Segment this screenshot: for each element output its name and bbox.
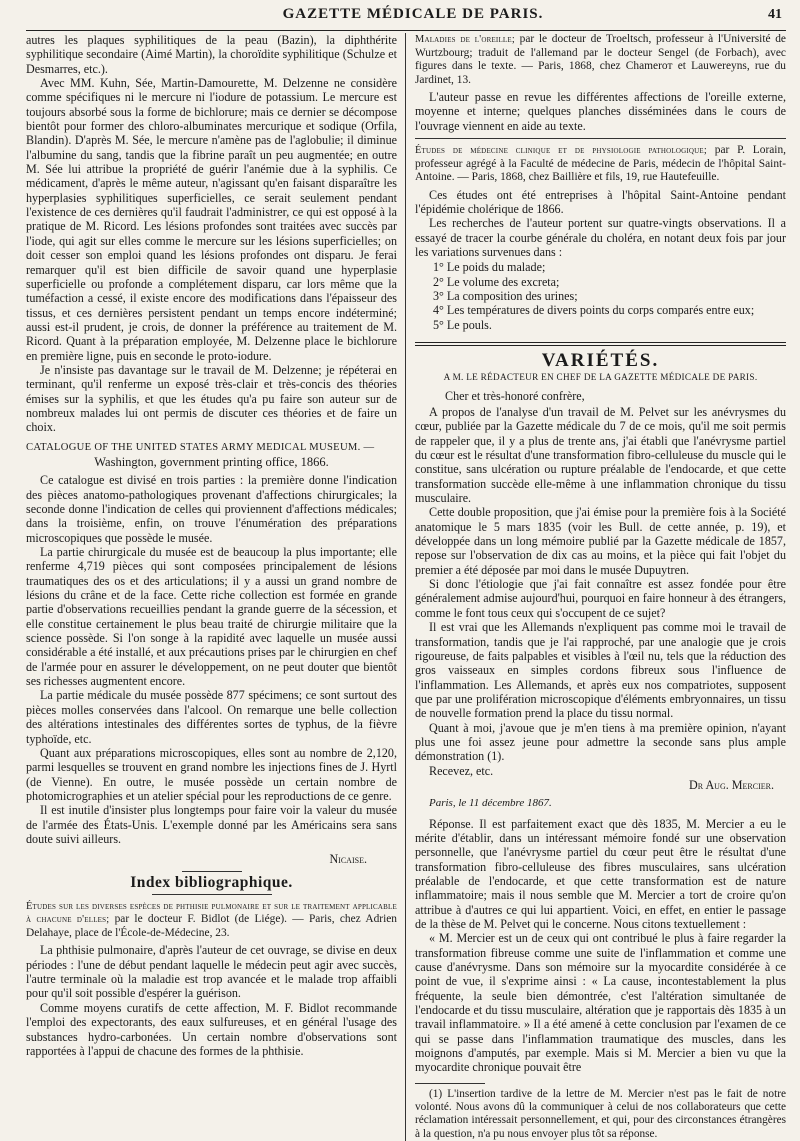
entry-details: par P. Lorain, professeur agrégé à la Faculté de médecine de Paris, médecin de l'hôpital Saint-Antoine. — Paris, 1868, chez Baillière et fils, 19, rue Hautefeuille. — [415, 144, 787, 184]
salutation: Cher et très-honoré confrère, — [445, 388, 585, 403]
entry-title: Maladies de l'oreille; — [415, 34, 515, 45]
paragraph: L'auteur passe en revue les différentes affections de l'oreille externe, moyenne et interne; quelques planches disséminées dans le cours de l'ouvrage viennent en aide au texte. — [415, 90, 786, 133]
divider — [152, 894, 272, 895]
entry-title: Études de médecine clinique et de physiologie pathologique; — [415, 145, 707, 157]
letter-address: A M. LE RÉDACTEUR EN CHEF DE LA GAZETTE MÉDICALE DE PARIS. — [443, 372, 758, 383]
two-columns — [26, 33, 786, 1141]
paragraph: Les recherches de l'auteur portent sur quatre-vingts observations. Il a essayé de tracer la courbe générale du choléra, en notant deux fois par jour les variations survenues dans : — [415, 216, 786, 259]
letter-date: Paris, le 11 décembre 1867. — [429, 797, 552, 810]
right-column — [413, 33, 786, 1141]
paragraph: Réponse. Il est parfaitement exact que dès 1835, M. Mercier a eu le mérite d'établir, dans un intéressant mémoire fondé sur une observation personnelle, que l'anévrysme partiel du cœur peut être le résultat d'une transformation fibro-celluleuse des fibres musculaires, sans ulcération préalable de l'endocarde, et que cette transformation est de nature inflammatoire; mais il nous semble que M. Mercier a tort de croire qu'on attribue à d'autres ce qui lui appartient. Voici, en effet, en entier le passage de la thèse de M. Pelvet qui le concerne. Nous citons textuellement : — [415, 816, 786, 932]
author-signature: Nicaise. — [329, 852, 367, 867]
section-rule — [415, 342, 786, 346]
footnote-rule — [415, 1083, 485, 1084]
paragraph: A propos de l'analyse d'un travail de M. Pelvet sur les anévrysmes du cœur, publiée par la Gazette médicale du 7 de ce mois, qu'il me soit permis de rappeler que, il y a plus de trente ans, j'ai établi que l'anévrysme partiel du cœur est le résultat d'une transformation fibro-celluleuse du muscle qui le constitue, sans ulcération ou rupture préalable de l'endocarde, et que cette transformation succède elle-même à une inflammation chronique du tissu musculaire. — [415, 405, 786, 506]
paragraph: Si donc l'étiologie que j'ai fait connaître est assez fondée pour être généralement admise aujourd'hui, pourquoi en faire honneur à des étrangers, comme le font tous ceux qui s'occupent de ce sujet? — [415, 577, 786, 620]
paragraph: La partie chirurgicale du musée est de beaucoup la plus importante; elle renferme 4,719 pièces qui sont composées principalement de lésions traumatiques des os et des articulations; il y a aussi un grand nombre de lésions du crâne et de la face. Cette riche collection est formée en grande partie d'observations recueillies pendant la grande guerre de la sécession, et elle constitue certainement le plus beau traité de chirurgie militaire que la science possède. Si l'on songe à la rapidité avec laquelle un musée aussi considérable a été installé, et aux précautions prises par le chirurgien en chef de l'armée pour en assurer le développement, on ne peut douter que bientôt ses richesses augmentent encore. — [26, 545, 397, 689]
bibliography-entry — [415, 144, 786, 185]
journal-title: GAZETTE MÉDICALE DE PARIS. — [282, 6, 544, 22]
divider — [415, 138, 786, 139]
variables-list — [433, 260, 786, 332]
paragraph: Avec MM. Kuhn, Sée, Martin-Damourette, M. Delzenne ne considère comme spécifiques ni le mercure ni l'iodure de potassium. Le mercure est toujours absorbé sous la forme de bichlorure; mais ce dernier se décompose bientôt pour former des chloro-albuminates mercurique et sodique (Orfila, Blandin). D'après M. Sée, le mercure n'amène pas de l'aglobulie; il diminue l'albumine du sang, tandis que la fibrine paraît un peu augmentée; en outre M. Sée lui attribue la propriété de guérir l'anémie due à la syphilis. Ce médicament, d'après le même auteur, n'agissant qu'en faisant disparaître les hyperplasies syphilitiques superficielles, ce serait seulement pendant l'existence de ces dernières qu'il faudrait l'administrer, ce qui est opposé à la pratique de M. Ricord. Les lésions profondes sont traitées avec succès par l'iode, qui agit sur elles comme le mercure sur les lésions superficielles; on doit cesser son emploi quand les lésions profondes ont disparu. Je ferai remarquer qu'il est bien difficile de savoir quand une hyperplasie superficielle ou profonde a complétement disparu, car lors même que la tuméfaction a cessé, il existe encore des modifications dans l'épaisseur des tissus, et ces dernières persistent pendant un temps encore indéterminé; aussi est-il prudent, je crois, de donner la préférence au traitement de M. Ricord. Quant à la préparation employée, M. Delzenne place le bichlorure en première ligne, puis en seconde le proto-iodure. — [26, 76, 397, 363]
paragraph: La partie médicale du musée possède 877 spécimens; ce sont surtout des pièces molles conservées dans l'alcool. On remarque une belle collection des altérations intestinales des différentes sortes de typhus, de la fièvre typhoïde, etc. — [26, 688, 397, 746]
left-column — [26, 33, 406, 1141]
list-item: 2° Le volume des excreta; — [433, 274, 560, 289]
bibliography-entry — [415, 33, 786, 87]
paragraph: Je n'insiste pas davantage sur le travail de M. Delzenne; je répéterai en terminant, qu'il renferme un exposé très-clair et très-concis des théories émises sur la syphilis, et que les études qu'a pu faire son auteur sur de nombreux malades lui ont permis de discuter ces théories et de faire un choix. — [26, 362, 397, 435]
paragraph: Quant aux préparations microscopiques, elles sont au nombre de 2,120, parmi lesquelles se trouvent en grand nombre les injections fines de J. Hyrtl (de Vienne). En outre, le musée possède un certain nombre de photomicrographies et un atelier spécial pour les reproductions de ce genre. — [26, 745, 397, 803]
catalogue-title: CATALOGUE OF THE UNITED STATES ARMY MEDICAL MUSEUM. — — [26, 441, 375, 453]
entry-details: par le docteur de Troeltsch, professeur à l'Université de Wurtzbourg; traduit de l'allemand par le docteur Sengel (de Forbach), avec figures dans le texte. — Paris, 1868, chez Chameroт et Lauwereyns, rue du Jardinet, 13. — [415, 33, 786, 86]
paragraph: Comme moyens curatifs de cette affection, M. F. Bidlot recommande l'emploi des expectorants, des eaux sulfureuses, et en général l'usage des substances hydro-carbonées. Un certain nombre d'observations sont rapportées à l'appui de chacune des formes de la phthisie. — [26, 1000, 397, 1058]
list-item: 1° Le poids du malade; — [433, 260, 546, 275]
page-number: 41 — [767, 7, 782, 22]
paragraph: Il est inutile d'insister plus longtemps pour faire voir la valeur du musée de l'armée des États-Unis. L'exemple donné par les Américains sera sans doute suivi ailleurs. — [26, 803, 397, 846]
catalogue-subtitle: Washington, government printing office, 1866. — [94, 454, 329, 469]
paragraph: Cette double proposition, que j'ai émise pour la première fois à la Société anatomique le 5 mars 1835 (voir les Bull. de cette année, p. 19), et développée dans un long mémoire publié par la Gazette médicale de 1857, repose sur l'observation de dix cas au moins, et la pièce qui fait l'objet du premier a été déposée par moi dans le musée Dupuytren. — [415, 505, 786, 577]
paragraph: Ces études ont été entreprises à l'hôpital Saint-Antoine pendant l'épidémie cholérique de 1866. — [415, 187, 786, 216]
quoted-paragraph: « M. Mercier est un de ceux qui ont contribué le plus à faire regarder la transformation fibreuse comme une suite de l'inflammation et comme une cause d'anévrysme. Dans son mémoire sur la myocardite considérée à ce point de vue, il s'exprime ainsi : « La cause, incontestablement la plus fréquente, la seule bien démontrée, c'est l'altération simultanée de l'endocarde et du tissu musculaire, altération que je rapportais dès 1835 à un travail inflammatoire. » Il a été amené à cette conclusion par l'examen de ce qui se passe dans l'inflammation traumatique des muscles, dans les moignons d'amputés, par exemple. Mais si M. Mercier a bien vu que la myocardite chronique pouvait être — [415, 931, 786, 1075]
paragraph: autres les plaques syphilitiques de la peau (Bazin), la diphthérite syphilitique secondaire (Aimé Martin), la choroïdite syphilitique (Schulze et Desmarres, etc.). — [26, 33, 397, 76]
paragraph: La phthisie pulmonaire, d'après l'auteur de cet ouvrage, se divise en deux périodes : l'une de début pendant laquelle le médecin peut agir avec succès, l'autre terminale où la maladie est trop avancée et le malade trop affaibli pour qu'il soit possible d'espérer la guérison. — [26, 943, 397, 1001]
paragraph: Il est vrai que les Allemands n'expliquent pas comme moi le travail de transformation, tandis que je l'ai rapproché, par une analogie que je crois rigoureuse, de faits palpables et visibles à l'œil nu, tels que la réduction des gros vaisseaux en simples cordons fibreux sous l'influence de l'inflammation. Les Allemands, et après eux nos compatriotes, supposent que par une prolifération microscopique d'éléments embryonnaires, un tissu de nouvelle formation prend la place du tissu normal. — [415, 620, 786, 721]
running-head — [26, 6, 786, 31]
signoff: Recevez, etc. — [429, 763, 494, 778]
letter-signer: Dr Aug. Mercier. — [689, 777, 774, 792]
list-item: 4° Les températures de divers points du corps comparés entre eux; — [433, 303, 755, 318]
list-item: 3° La composition des urines; — [433, 288, 578, 303]
entry-details: par le docteur F. Bidlot (de Liége). — Paris, chez Adrien Delahaye, place de l'École-de-Médecine, 23. — [26, 913, 397, 939]
bibliography-entry — [26, 900, 397, 941]
section-title: VARIÉTÉS. — [541, 349, 660, 371]
footnote: (1) L'insertion tardive de la lettre de M. Mercier n'est pas le fait de notre volonté. Nous avons dû la communiquer à celui de nos collaborateurs que cette réclamation intéressait personnellement, et qui, pour des circonstances étrangères à la question, n'a pu nous envoyer plus tôt sa réponse. — [415, 1087, 786, 1140]
index-heading: Index bibliographique. — [130, 873, 293, 891]
divider — [182, 871, 242, 872]
list-item: 5° Le pouls. — [433, 317, 492, 332]
paragraph: Ce catalogue est divisé en trois parties : la première donne l'indication des pièces anatomo-pathologiques provenant d'affections chirurgicales; la seconde donne l'indication de celles qui proviennent d'affections médicales; dans la troisième, enfin, on trouve l'énumération des préparations microscopiques que possède le musée. — [26, 473, 397, 545]
entry-title: Études sur les diverses espèces de phthisie pulmonaire et sur le traitement applicable à chacune d'elles; — [26, 900, 397, 926]
paragraph: Quant à moi, j'avoue que je m'en tiens à ma première opinion, n'ayant plus une foi assez jeune pour admettre la seconde sans plus ample démonstration (1). — [415, 720, 786, 764]
